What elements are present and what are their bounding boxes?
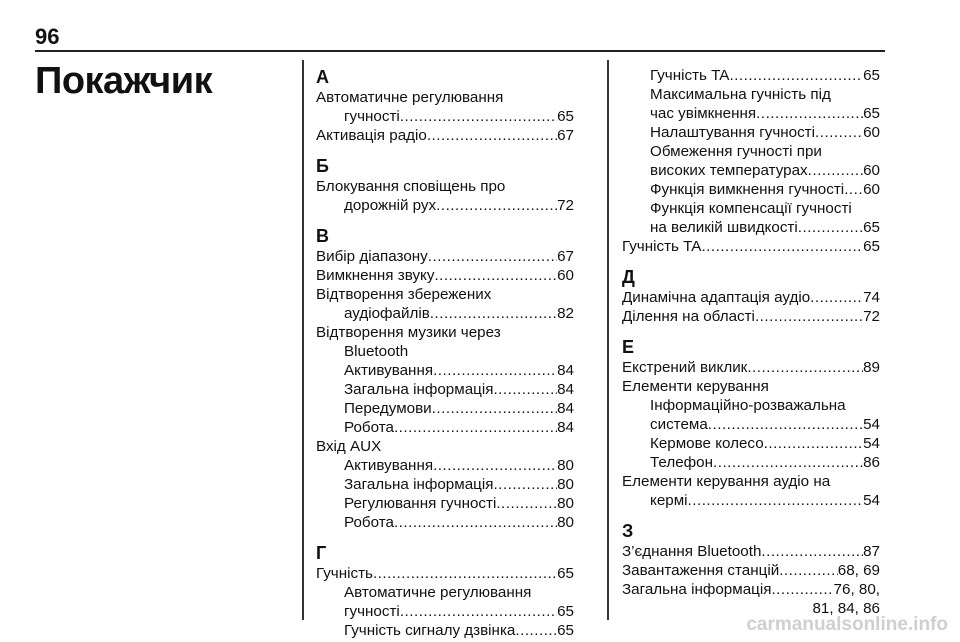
index-entry: Блокування сповіщень про — [316, 178, 506, 195]
index-entry: Вхід AUX — [316, 438, 382, 455]
column-divider-left — [302, 60, 304, 620]
index-entry: Кермове колесо ..... 54 — [622, 434, 880, 453]
index-entry: кермі ..... 54 — [622, 491, 880, 510]
index-entry: Гучність TA ..... 65 — [622, 237, 880, 256]
index-entry: Динамічна адаптація аудіо ..... 74 — [622, 288, 880, 307]
index-entry: система ..... 54 — [622, 415, 880, 434]
index-entry: гучності ..... 65 — [316, 602, 574, 621]
index-entry: Завантаження станцій ..... 68, 69 — [622, 561, 880, 580]
index-letter: Д — [622, 267, 635, 287]
index-entry: Елементи керування аудіо на — [622, 473, 831, 490]
index-column-2 — [622, 66, 880, 618]
index-entry: Функція компенсації гучності — [650, 200, 852, 217]
index-entry: Налаштування гучності ..... 60 — [622, 123, 880, 142]
index-letter: Е — [622, 337, 635, 357]
index-entry: З’єднання Bluetooth ..... 87 — [622, 542, 880, 561]
index-entry: 81, 84, 86 — [812, 600, 880, 617]
index-entry: Bluetooth — [344, 343, 409, 360]
index-entry: Загальна інформація ..... 80 — [316, 475, 574, 494]
index-entry: Автоматичне регулювання — [344, 584, 532, 601]
index-letter: А — [316, 67, 329, 87]
index-letter: Г — [316, 543, 327, 563]
index-entry: Інформаційно-розважальна — [650, 397, 846, 414]
index-entry: на великій швидкості ..... 65 — [622, 218, 880, 237]
page-number: 96 — [35, 24, 60, 49]
index-entry: Елементи керування — [622, 378, 769, 395]
index-entry: Автоматичне регулювання — [316, 89, 504, 106]
index-entry: Загальна інформація ..... 76, 80, — [622, 580, 880, 599]
header-rule — [35, 50, 885, 52]
index-letter: Б — [316, 156, 329, 176]
index-entry: Робота ..... 84 — [316, 418, 574, 437]
index-entry: Робота ..... 80 — [316, 513, 574, 532]
index-entry: Передумови ..... 84 — [316, 399, 574, 418]
index-entry: Гучність сигналу дзвінка ..... 65 — [316, 621, 574, 640]
index-entry: дорожній рух ..... 72 — [316, 196, 574, 215]
index-entry: Екстрений виклик ..... 89 — [622, 358, 880, 377]
index-entry: Вимкнення звуку ..... 60 — [316, 266, 574, 285]
index-letter: В — [316, 226, 329, 246]
index-letter: З — [622, 521, 634, 541]
index-entry: Гучність ..... 65 — [316, 564, 574, 583]
index-entry: Гучність TA ..... 65 — [622, 66, 880, 85]
index-entry: гучності ..... 65 — [316, 107, 574, 126]
index-entry: Функція вимкнення гучності ..... 60 — [622, 180, 880, 199]
index-entry: аудіофайлів ..... 82 — [316, 304, 574, 323]
index-entry: Телефон ..... 86 — [622, 453, 880, 472]
index-entry: Активація радіо ..... 67 — [316, 126, 574, 145]
watermark: carmanualsonline.info — [746, 614, 948, 635]
index-entry: Відтворення музики через — [316, 324, 501, 341]
index-entry: Ділення на області ..... 72 — [622, 307, 880, 326]
index-entry: Обмеження гучності при — [650, 143, 822, 160]
index-entry: Загальна інформація ..... 84 — [316, 380, 574, 399]
index-title: Покажчик — [35, 60, 213, 102]
index-entry: Регулювання гучності ..... 80 — [316, 494, 574, 513]
index-entry: Активування ..... 84 — [316, 361, 574, 380]
index-entry: час увімкнення ..... 65 — [622, 104, 880, 123]
column-divider-right — [607, 60, 609, 620]
index-entry: високих температурах ..... 60 — [622, 161, 880, 180]
index-entry: Відтворення збережених — [316, 286, 492, 303]
index-entry: Максимальна гучність під — [650, 86, 831, 103]
index-entry: Активування ..... 80 — [316, 456, 574, 475]
index-column-1 — [316, 66, 574, 640]
index-entry: Вибір діапазону ..... 67 — [316, 247, 574, 266]
